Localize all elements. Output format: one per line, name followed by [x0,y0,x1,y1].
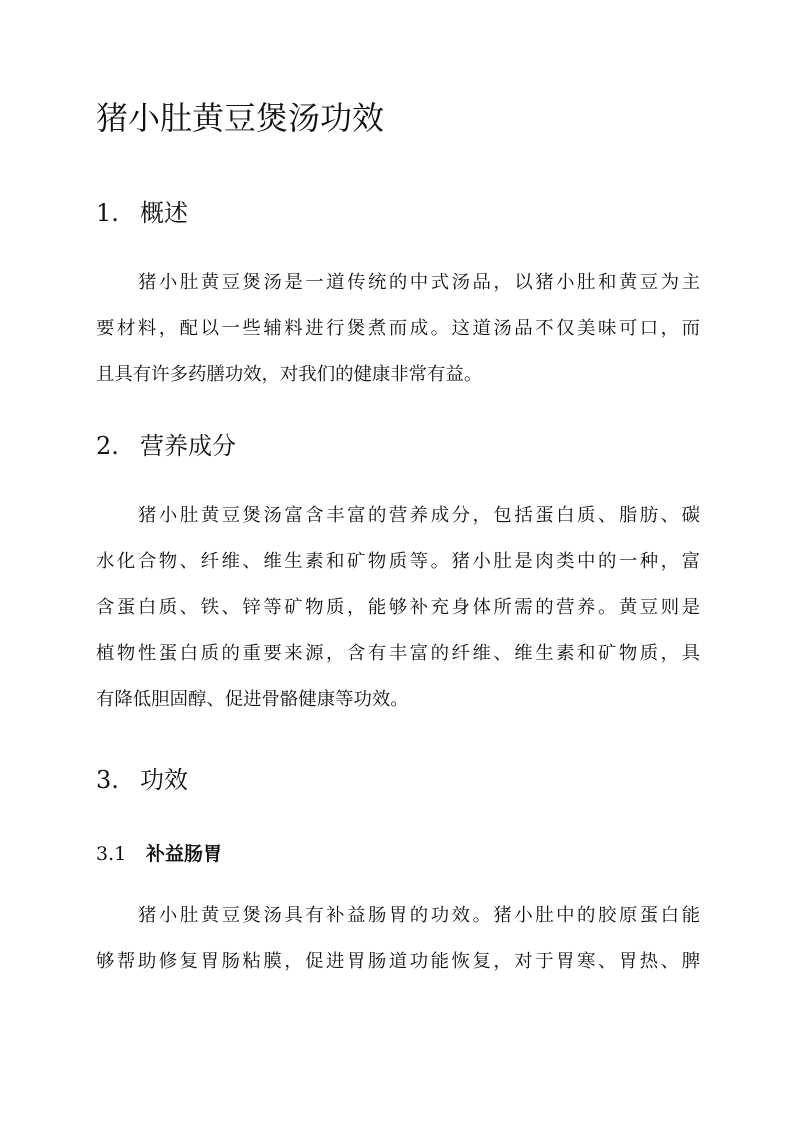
document-title: 猪小肚黄豆煲汤功效 [96,99,385,137]
paragraph-line: 有降低胆固醇、促进骨骼健康等功效。 [96,689,409,710]
paragraph-line: 猪小肚黄豆煲汤富含丰富的营养成分，包括蛋白质、脂肪、碳 [138,505,700,526]
subsection-title: 补益肠胃 [146,843,223,865]
section-title: 功效 [140,766,188,794]
paragraph-line: 含蛋白质、铁、锌等矿物质，能够补充身体所需的营养。黄豆则是 [96,597,700,618]
section-heading-benefits [96,763,188,797]
section-number: 1. [96,199,119,227]
paragraph-overview [96,260,700,398]
section-heading-nutrition [96,429,236,463]
subsection-heading-stomach [96,840,222,868]
paragraph-line: 猪小肚黄豆煲汤是一道传统的中式汤品，以猪小肚和黄豆为主 [138,272,700,293]
paragraph-nutrition [96,493,700,723]
paragraph-line: 猪小肚黄豆煲汤具有补益肠胃的功效。猪小肚中的胶原蛋白能 [138,905,700,926]
section-number: 2. [96,432,119,460]
section-heading-overview [96,196,188,230]
paragraph-line: 植物性蛋白质的重要来源，含有丰富的纤维、维生素和矿物质，具 [96,643,700,664]
section-title: 营养成分 [140,432,236,460]
paragraph-line: 够帮助修复胃肠粘膜，促进胃肠道功能恢复，对于胃寒、胃热、脾 [96,951,700,972]
subsection-number: 3.1 [96,843,127,865]
paragraph-line: 水化合物、纤维、维生素和矿物质等。猪小肚是肉类中的一种，富 [96,551,700,572]
section-title: 概述 [140,199,188,227]
section-number: 3. [96,766,119,794]
paragraph-line: 且具有许多药膳功效，对我们的健康非常有益。 [96,364,483,385]
paragraph-stomach [96,893,700,985]
paragraph-line: 要材料，配以一些辅料进行煲煮而成。这道汤品不仅美味可口，而 [96,318,700,339]
